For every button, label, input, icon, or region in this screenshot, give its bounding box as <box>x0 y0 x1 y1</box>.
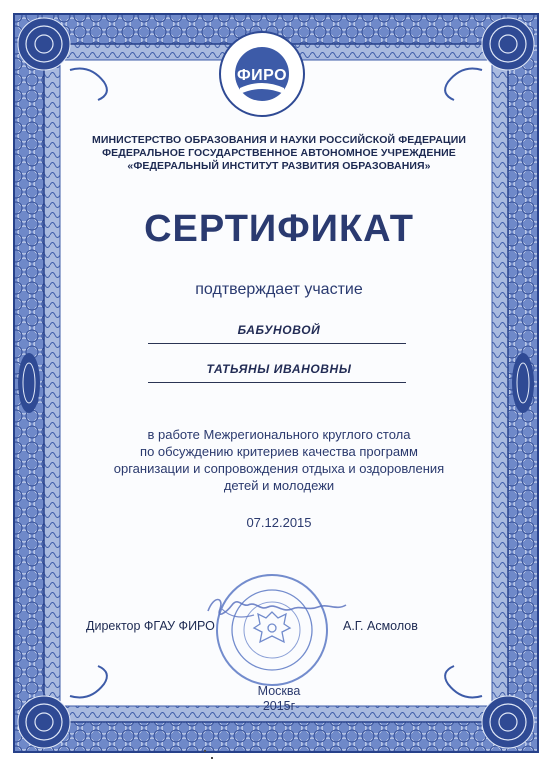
logo-brand-text: ФИРО <box>236 67 288 84</box>
signatory-position: Директор ФГАУ ФИРО <box>86 619 215 633</box>
institution-name-line: «ФЕДЕРАЛЬНЫЙ ИНСТИТУТ РАЗВИТИЯ ОБРАЗОВАНИЯ» <box>127 160 431 172</box>
handwritten-signature <box>196 583 366 643</box>
recipient-name: ТАТЬЯНЫ ИВАНОВНЫ <box>206 362 352 376</box>
certificate-title: СЕРТИФИКАТ <box>144 208 414 250</box>
firo-logo <box>218 30 306 118</box>
event-date: 07.12.2015 <box>246 515 312 530</box>
body-text-line-3: организации и сопровождения отдыха и оздоровления <box>113 461 445 476</box>
name-underline <box>148 382 406 383</box>
scan-speck <box>204 750 206 752</box>
body-text-line-4: детей и молодежи <box>223 478 335 493</box>
ministry-line: МИНИСТЕРСТВО ОБРАЗОВАНИЯ И НАУКИ РОССИЙСКОЙ ФЕДЕРАЦИИ <box>92 134 466 146</box>
institution-type-line: ФЕДЕРАЛЬНОЕ ГОСУДАРСТВЕННОЕ АВТОНОМНОЕ УЧРЕЖДЕНИЕ <box>102 147 456 159</box>
scan-speck <box>211 757 213 759</box>
certificate-subtitle: подтверждает участие <box>195 281 363 298</box>
body-text-line-2: по обсуждению критериев качества программ <box>140 444 418 459</box>
issue-city: Москва <box>257 684 301 698</box>
recipient-surname: БАБУНОВОЙ <box>237 323 321 337</box>
surname-underline <box>148 343 406 344</box>
body-text-line-1: в работе Межрегионального круглого стола <box>147 427 411 442</box>
issue-year: 2015г <box>262 699 296 713</box>
signatory-name: А.Г. Асмолов <box>343 619 418 633</box>
